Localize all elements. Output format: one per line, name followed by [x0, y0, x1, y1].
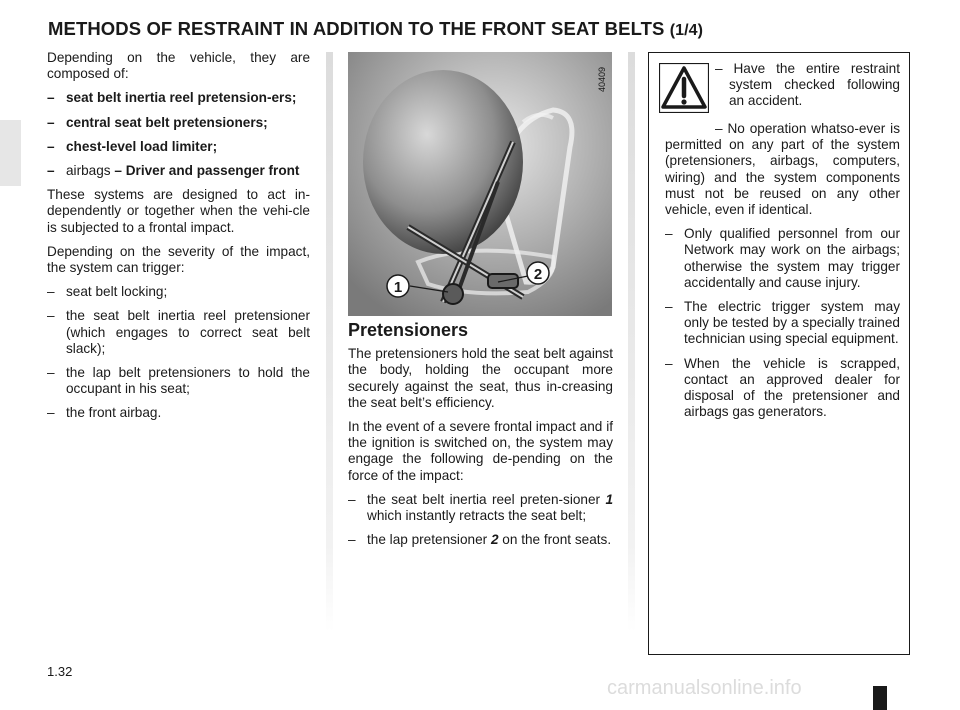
component-item: – seat belt inertia reel pretension-ers; — [47, 90, 297, 106]
warning-item: – Only qualified personnel from our Network may work on the airbags; otherwise the system may trigger accidentally and cause injury. — [665, 226, 900, 290]
watermark: carmanualsonline.info — [607, 677, 802, 699]
pretensioner-item: – the lap pretensioner 2 on the front seats. — [348, 532, 612, 548]
page-title — [48, 18, 703, 40]
section-tab — [0, 120, 21, 186]
title-part: (1/4) — [669, 22, 704, 39]
component-item: – chest-level load limiter; — [47, 138, 218, 154]
figure-code: 40409 — [597, 66, 607, 92]
svg-text:1: 1 — [393, 279, 403, 296]
warning-box — [648, 52, 910, 655]
intro-paragraph: Depending on the vehicle, they are composed of: — [47, 50, 310, 82]
warning-item: – When the vehicle is scrapped, contact an approved dealer for disposal of the pretensioner and airbags gas generators. — [665, 355, 900, 420]
callout-2 — [527, 262, 549, 284]
callout-1 — [387, 275, 409, 297]
warning-item: – The electric trigger system may only be tested by a specially trained technician using special equipment. — [665, 299, 900, 347]
trigger-item: – the front airbag. — [47, 405, 162, 421]
column-2 — [348, 322, 613, 556]
page-number: 1.32 — [47, 664, 73, 679]
svg-text:2: 2 — [533, 266, 543, 283]
warning-text-2: – No operation whatso-ever is permitted on any part of the system (pretensioners, airbags, computers, wiring) and the system components must not be reused on any other vehicle, even if identical. – Only qualified personnel from our Network may work on the airbags; otherwise the system may trigger accidentally and cause injury. – The electric trigger system may only be tested by a specially trained technician using special equipment. – When the vehicle is scrapped, contact an approved dealer for disposal of the pretensioner and airbags gas generators. — [665, 121, 900, 420]
column-divider-left — [326, 52, 333, 632]
trigger-item: – the lap belt pretensioners to hold the occupant in his seat; — [47, 365, 310, 397]
trigger-item: – the seat belt inertia reel pretensioner (which engages to correct seat belt slack); — [47, 308, 310, 356]
column-1 — [47, 50, 310, 430]
pretensioners-paragraph: The pretensioners hold the seat belt against the body, holding the occupant more securely against the seat, thus in-creasing the seat belt’s efficiency. — [348, 346, 613, 410]
pretensioners-heading: Pretensioners — [348, 320, 469, 340]
trigger-item: – seat belt locking; — [47, 284, 168, 300]
component-item-airbags: – airbags – Driver and passenger front — [47, 163, 300, 179]
page-edge-marker — [873, 686, 887, 710]
seat-airbag-illustration — [348, 52, 612, 316]
warning-triangle-icon — [659, 63, 709, 113]
severity-paragraph: Depending on the severity of the impact, the system can trigger: — [47, 243, 310, 276]
warning-text-1: – Have the entire restraint system checked following an accident. — [715, 61, 900, 109]
column-divider-right — [628, 52, 635, 632]
systems-paragraph: These systems are designed to act in-dependently or together when the vehi-cle is subjected to a frontal impact. — [47, 187, 310, 235]
pretensioner-item: – the seat belt inertia reel preten-sioner 1 which instantly retracts the seat belt; — [348, 491, 613, 524]
component-item: – central seat belt pretensioners; — [47, 114, 268, 130]
impact-paragraph: In the event of a severe frontal impact and if the ignition is switched on, the system may engage the following de-pending on the force of the impact: — [348, 419, 613, 483]
title-text: METHODS OF RESTRAINT IN ADDITION TO THE FRONT SEAT BELTS — [48, 18, 665, 39]
